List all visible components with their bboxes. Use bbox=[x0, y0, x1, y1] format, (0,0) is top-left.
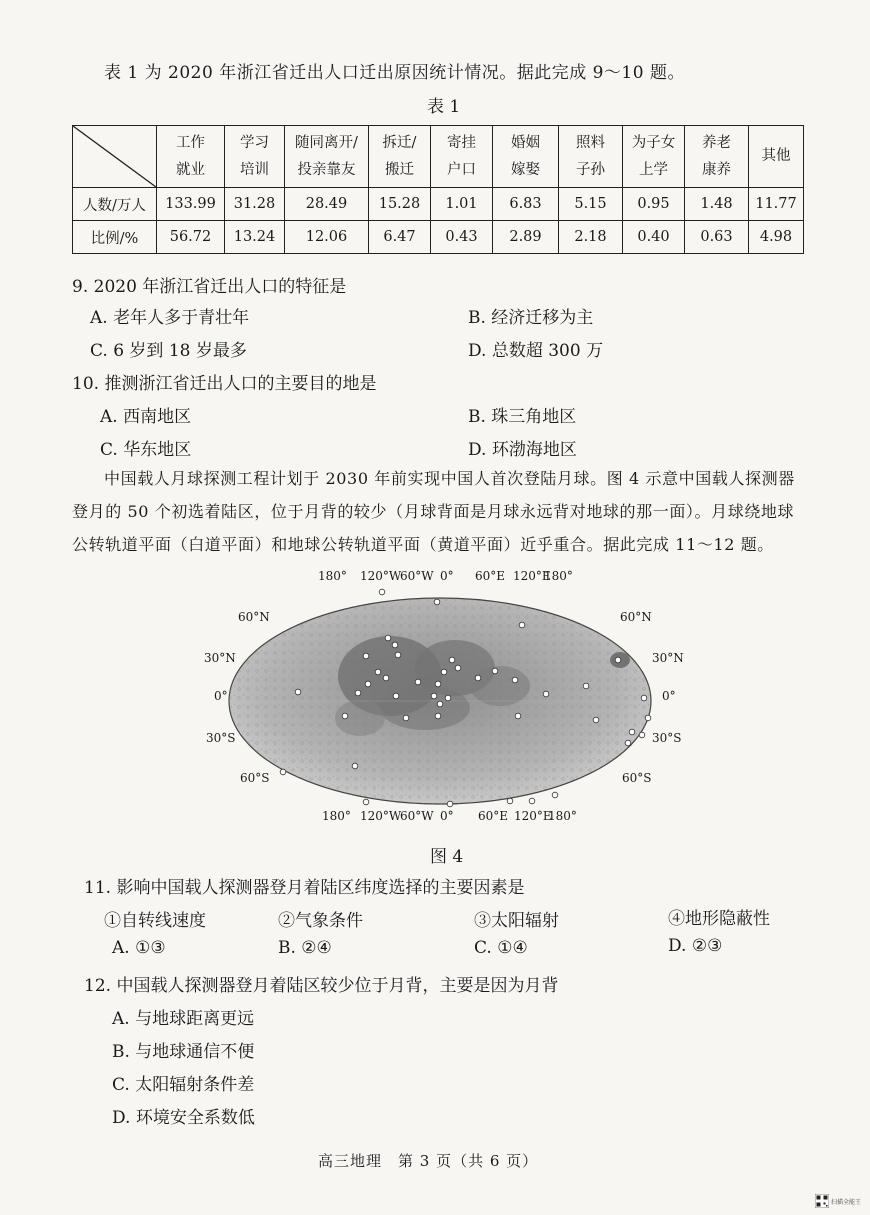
landing-site-marker bbox=[512, 677, 518, 683]
table-caption: 表 1 bbox=[427, 97, 461, 117]
table-cell: 2.89 bbox=[493, 221, 559, 254]
lon-label-top: 180° bbox=[544, 569, 573, 583]
lat-label-right: 60°N bbox=[620, 610, 652, 624]
lon-label-bottom: 120°W bbox=[360, 809, 402, 823]
lon-label-top: 180° bbox=[318, 569, 347, 583]
lat-label-right: 0° bbox=[662, 689, 676, 703]
landing-site-marker bbox=[515, 713, 521, 719]
lon-label-bottom: 60°E bbox=[478, 809, 509, 823]
landing-site-marker bbox=[363, 799, 369, 805]
landing-site-marker bbox=[379, 589, 385, 595]
lon-label-top: 60°E bbox=[475, 569, 506, 583]
row-label: 比例/% bbox=[73, 221, 157, 254]
landing-site-marker bbox=[385, 635, 391, 641]
lat-label-left: 60°S bbox=[240, 771, 270, 785]
lat-label-right: 30°S bbox=[652, 731, 682, 745]
landing-site-marker bbox=[641, 695, 647, 701]
landing-site-marker bbox=[441, 669, 447, 675]
landing-site-marker bbox=[475, 675, 481, 681]
table-cell: 12.06 bbox=[285, 221, 369, 254]
landing-site-marker bbox=[629, 729, 635, 735]
landing-site-marker bbox=[615, 657, 621, 663]
landing-site-marker bbox=[395, 652, 401, 658]
q11-option-d[interactable]: D. ②③ bbox=[668, 936, 723, 956]
q11-item-3: ③太阳辐射 bbox=[474, 911, 559, 931]
q10-option-b[interactable]: B. 珠三角地区 bbox=[468, 407, 577, 427]
landing-site-marker bbox=[431, 693, 437, 699]
landing-site-marker bbox=[645, 715, 651, 721]
table-cell: 56.72 bbox=[157, 221, 225, 254]
table-header-cell: 为子女 上学 bbox=[623, 126, 685, 188]
landing-site-marker bbox=[383, 675, 389, 681]
table-header-cell: 寄挂 户口 bbox=[431, 126, 493, 188]
table-header-cell: 其他 bbox=[749, 126, 804, 188]
table-header-cell: 拆迁/ 搬迁 bbox=[369, 126, 431, 188]
landing-site-marker bbox=[392, 642, 398, 648]
q10-stem: 10. 推测浙江省迁出人口的主要目的地是 bbox=[72, 374, 377, 394]
q12-option-b[interactable]: B. 与地球通信不便 bbox=[112, 1042, 255, 1062]
lat-label-right: 30°N bbox=[652, 651, 684, 665]
table-cell: 1.48 bbox=[685, 188, 749, 221]
lon-label-bottom: 180° bbox=[548, 809, 577, 823]
landing-site-marker bbox=[434, 599, 440, 605]
table-header-cell: 随同离开/ 投亲靠友 bbox=[285, 126, 369, 188]
table-header-cell: 养老 康养 bbox=[685, 126, 749, 188]
q9-option-b[interactable]: B. 经济迁移为主 bbox=[468, 308, 594, 328]
lat-label-left: 0° bbox=[214, 689, 228, 703]
landing-site-marker bbox=[507, 798, 513, 804]
lat-label-left: 30°N bbox=[204, 651, 236, 665]
lon-label-bottom: 180° bbox=[322, 809, 351, 823]
lat-label-left: 60°N bbox=[238, 610, 270, 624]
table-cell: 31.28 bbox=[225, 188, 285, 221]
landing-site-marker bbox=[552, 792, 558, 798]
landing-site-marker bbox=[519, 622, 525, 628]
lon-label-top: 120°W bbox=[360, 569, 402, 583]
table-header-cell: 工作 就业 bbox=[157, 126, 225, 188]
lon-label-bottom: 0° bbox=[440, 809, 454, 823]
table-cell: 1.01 bbox=[431, 188, 493, 221]
moon-map bbox=[200, 568, 684, 833]
q11-stem: 11. 影响中国载人探测器登月着陆区纬度选择的主要因素是 bbox=[84, 878, 525, 898]
table-cell: 0.43 bbox=[431, 221, 493, 254]
landing-site-marker bbox=[415, 679, 421, 685]
lon-label-top: 0° bbox=[440, 569, 454, 583]
migration-table bbox=[72, 125, 804, 254]
q9-stem: 9. 2020 年浙江省迁出人口的特征是 bbox=[72, 277, 347, 297]
lon-label-top: 60°W bbox=[400, 569, 434, 583]
figure-caption: 图 4 bbox=[430, 847, 464, 867]
q11-option-c[interactable]: C. ①④ bbox=[474, 938, 528, 958]
q11-item-2: ②气象条件 bbox=[278, 911, 363, 931]
lat-label-left: 30°S bbox=[206, 731, 236, 745]
q12-option-a[interactable]: A. 与地球距离更远 bbox=[112, 1009, 255, 1029]
q12-option-d[interactable]: D. 环境安全系数低 bbox=[112, 1108, 255, 1128]
table-intro: 表 1 为 2020 年浙江省迁出人口迁出原因统计情况。据此完成 9～10 题。 bbox=[104, 63, 685, 83]
landing-site-marker bbox=[593, 717, 599, 723]
landing-site-marker bbox=[455, 665, 461, 671]
landing-site-marker bbox=[583, 683, 589, 689]
landing-site-marker bbox=[447, 801, 453, 807]
page-footer: 高三地理 第 3 页（共 6 页） bbox=[318, 1152, 539, 1170]
q12-option-c[interactable]: C. 太阳辐射条件差 bbox=[112, 1075, 255, 1095]
q11-option-b[interactable]: B. ②④ bbox=[278, 938, 332, 958]
q9-option-d[interactable]: D. 总数超 300 万 bbox=[468, 341, 604, 361]
landing-site-marker bbox=[355, 690, 361, 696]
landing-site-marker bbox=[280, 769, 286, 775]
q11-item-1: ①自转线速度 bbox=[104, 911, 206, 931]
landing-site-marker bbox=[342, 713, 348, 719]
table-row bbox=[73, 221, 804, 254]
landing-site-marker bbox=[639, 732, 645, 738]
table-header-cell: 婚姻 嫁娶 bbox=[493, 126, 559, 188]
q11-item-4: ④地形隐蔽性 bbox=[668, 909, 770, 929]
landing-site-marker bbox=[449, 657, 455, 663]
table-cell: 0.63 bbox=[685, 221, 749, 254]
lat-label-right: 60°S bbox=[622, 771, 652, 785]
table-cell: 133.99 bbox=[157, 188, 225, 221]
landing-site-marker bbox=[437, 701, 443, 707]
q9-option-c[interactable]: C. 6 岁到 18 岁最多 bbox=[90, 341, 247, 361]
table-cell: 5.15 bbox=[559, 188, 623, 221]
table-cell: 6.47 bbox=[369, 221, 431, 254]
landing-site-marker bbox=[625, 740, 631, 746]
table-cell: 6.83 bbox=[493, 188, 559, 221]
table-cell: 0.40 bbox=[623, 221, 685, 254]
landing-site-marker bbox=[352, 763, 358, 769]
table-cell: 2.18 bbox=[559, 221, 623, 254]
table-cell: 0.95 bbox=[623, 188, 685, 221]
table-cell: 13.24 bbox=[225, 221, 285, 254]
landing-site-marker bbox=[492, 668, 498, 674]
landing-site-marker bbox=[295, 689, 301, 695]
q10-option-d[interactable]: D. 环渤海地区 bbox=[468, 440, 577, 460]
table-corner-cell bbox=[73, 126, 157, 188]
table-cell: 11.77 bbox=[749, 188, 804, 221]
table-cell: 28.49 bbox=[285, 188, 369, 221]
scanner-watermark: 扫描全能王 bbox=[831, 1199, 862, 1206]
q10-option-a[interactable]: A. 西南地区 bbox=[100, 407, 192, 427]
landing-site-marker bbox=[435, 713, 441, 719]
qr-code-icon bbox=[815, 1193, 829, 1207]
table-cell: 4.98 bbox=[749, 221, 804, 254]
q9-option-a[interactable]: A. 老年人多于青壮年 bbox=[90, 308, 250, 328]
landing-sites bbox=[200, 568, 680, 833]
landing-site-marker bbox=[393, 693, 399, 699]
table-row bbox=[73, 188, 804, 221]
landing-site-marker bbox=[543, 691, 549, 697]
landing-site-marker bbox=[365, 681, 371, 687]
landing-site-marker bbox=[363, 653, 369, 659]
moon-paragraph: 中国载人月球探测工程计划于 2030 年前实现中国人首次登陆月球。图 4 示意中国载人探测器登月的 50 个初选着陆区，位于月背的较少（月球背面是月球永远背对地球的那一面）。月球绕地球公转轨道平面（白道平面）和地球公转轨道平面（黄道平面）近乎重合。据此完成 11～12 题。 bbox=[72, 469, 795, 554]
landing-site-marker bbox=[435, 681, 441, 687]
lon-label-top: 120°E bbox=[513, 569, 551, 583]
landing-site-marker bbox=[375, 669, 381, 675]
lon-label-bottom: 120°E bbox=[514, 809, 552, 823]
table-header-row bbox=[73, 126, 804, 188]
row-label: 人数/万人 bbox=[73, 188, 157, 221]
table-cell: 15.28 bbox=[369, 188, 431, 221]
table-header-cell: 学习 培训 bbox=[225, 126, 285, 188]
lon-label-bottom: 60°W bbox=[400, 809, 434, 823]
landing-site-marker bbox=[403, 715, 409, 721]
q11-option-a[interactable]: A. ①③ bbox=[112, 938, 166, 958]
landing-site-marker bbox=[529, 798, 535, 804]
q10-option-c[interactable]: C. 华东地区 bbox=[100, 440, 192, 460]
q12-stem: 12. 中国载人探测器登月着陆区较少位于月背，主要是因为月背 bbox=[84, 976, 559, 996]
table-header-cell: 照料 子孙 bbox=[559, 126, 623, 188]
landing-site-marker bbox=[445, 695, 451, 701]
